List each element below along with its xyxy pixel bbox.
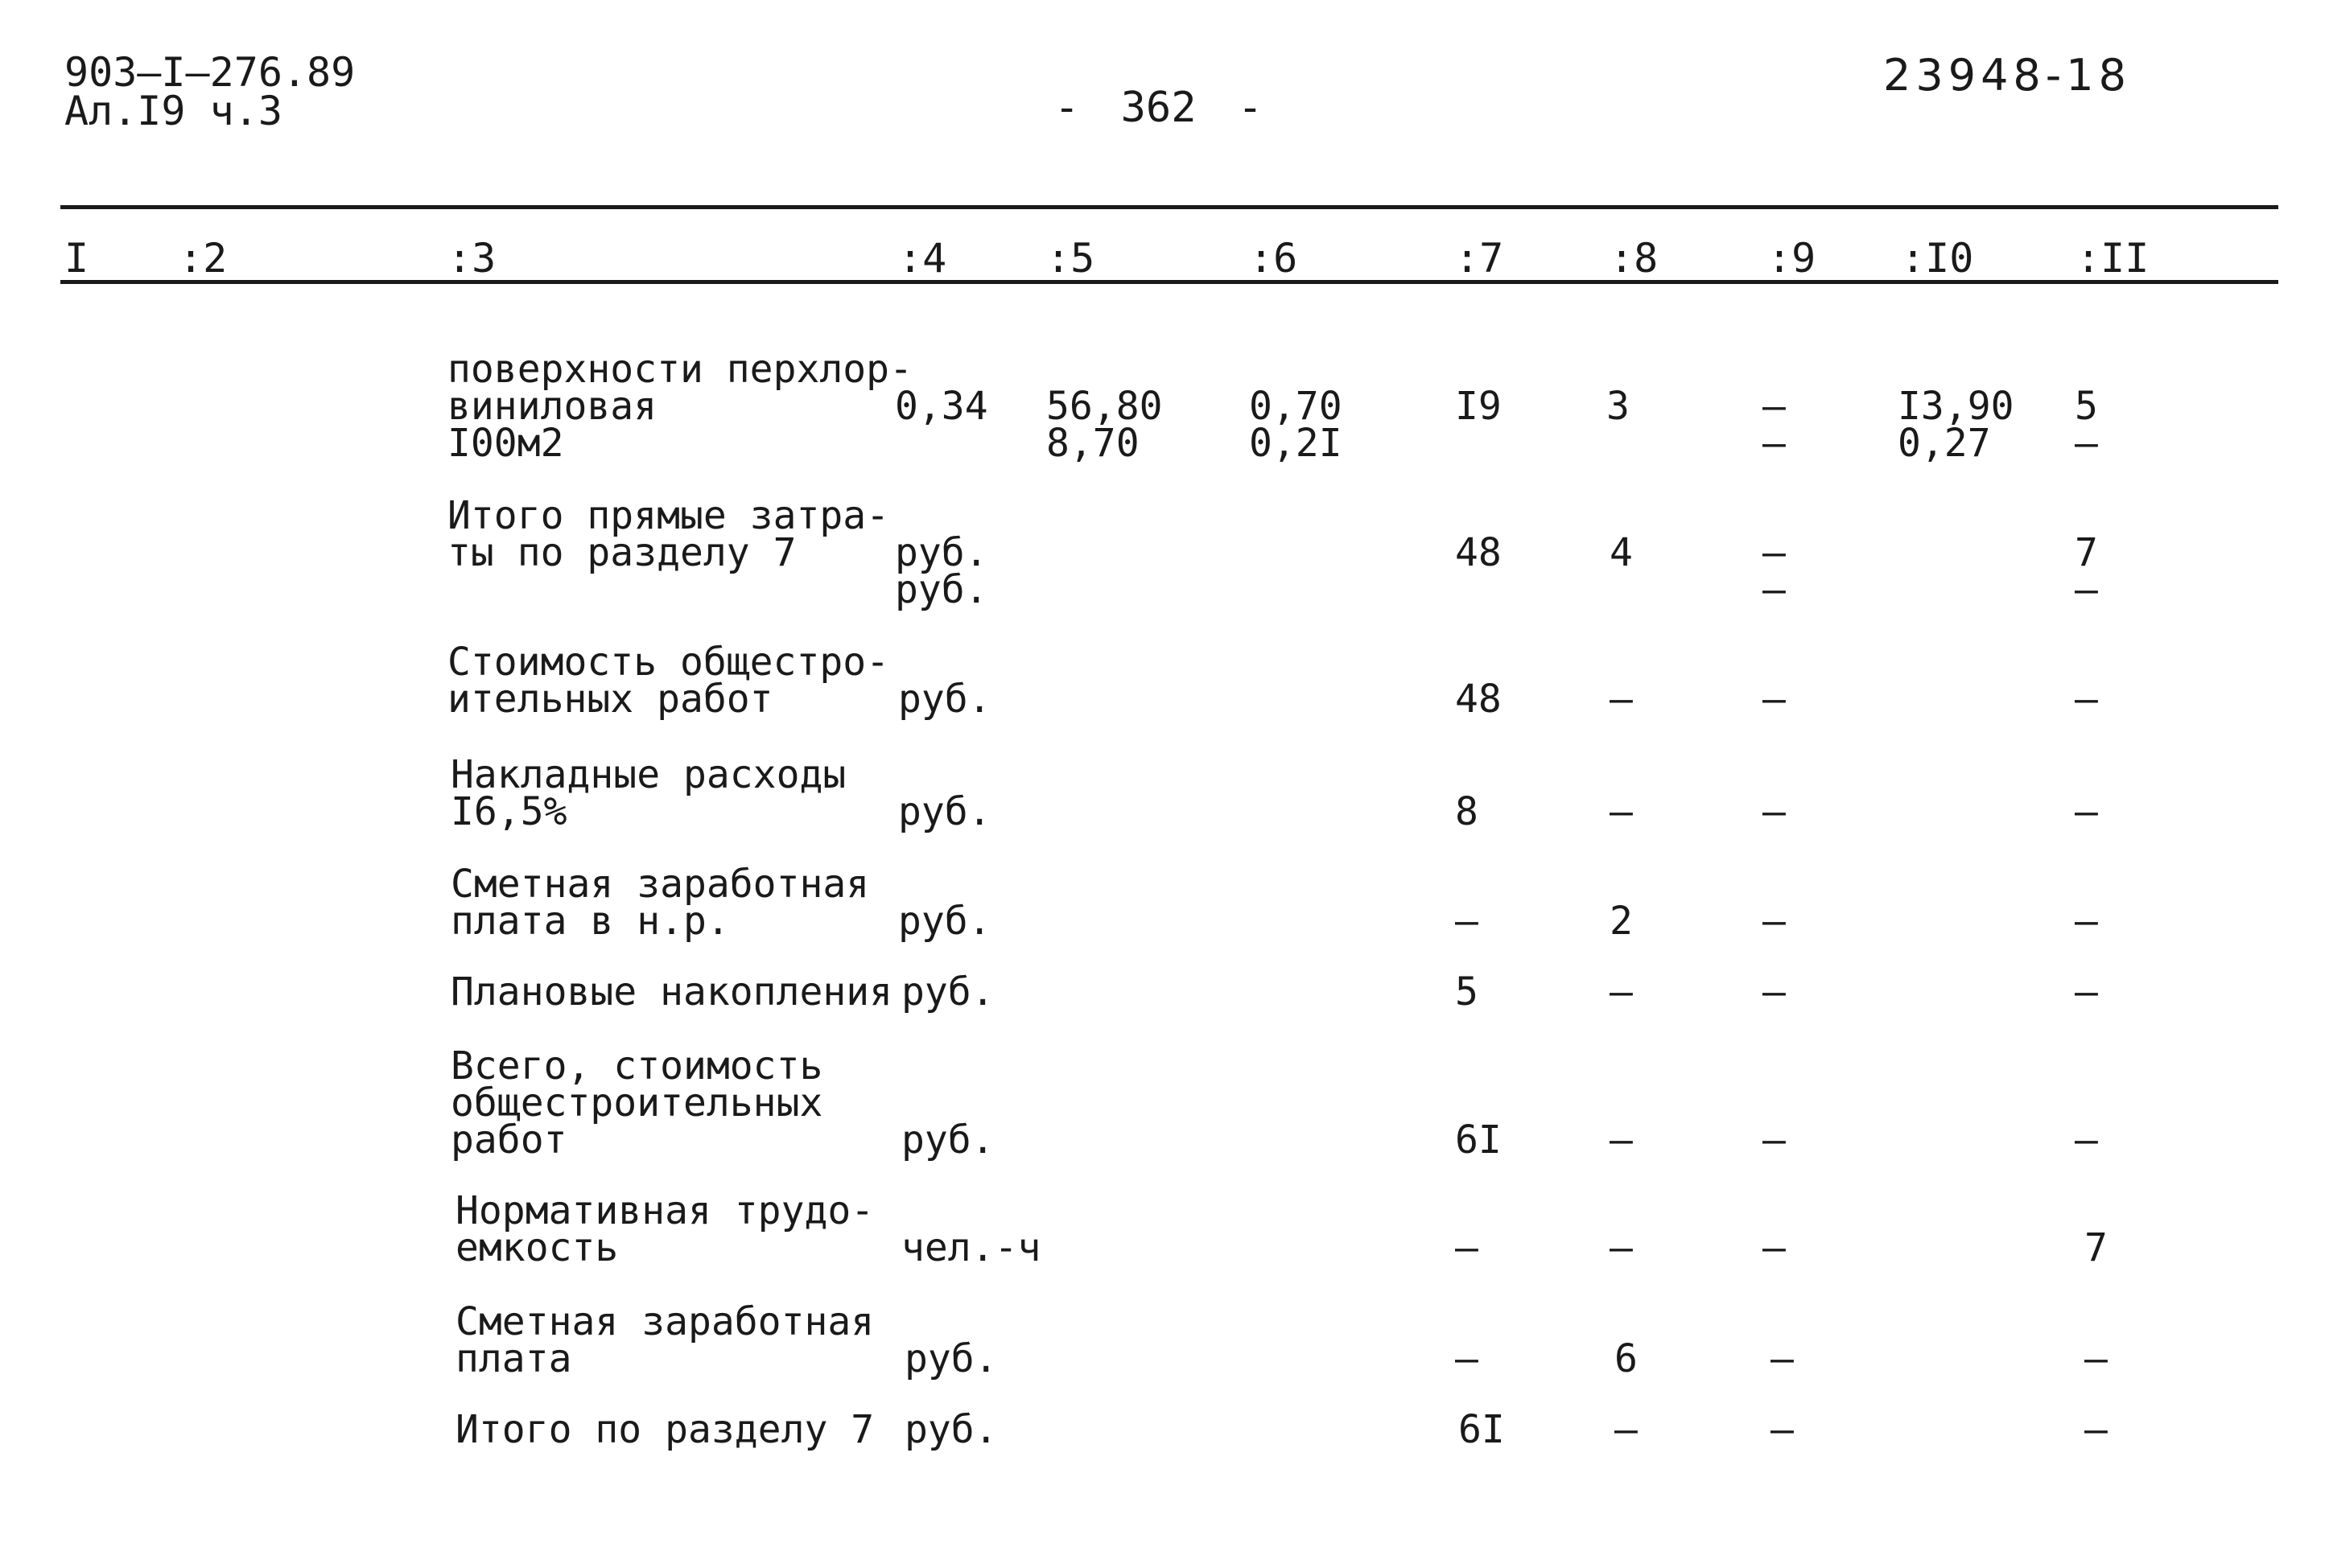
row-unit: руб. [898, 789, 991, 834]
row-col11: – [2075, 1117, 2098, 1163]
row-col8: 2 [1610, 899, 1633, 944]
row-col11: – [2075, 677, 2098, 722]
row-col5: 56,80 8,70 [1046, 384, 1163, 466]
row-col11: 7 [2084, 1225, 2108, 1270]
table-top-rule [60, 205, 2278, 209]
col-header-6: :6 [1249, 235, 1298, 282]
row-description: Сметная заработная плата [455, 1299, 875, 1381]
row-col8: 6 [1614, 1336, 1638, 1381]
row-col11: 5 – [2075, 384, 2098, 466]
row-col7: – [1455, 899, 1478, 944]
row-col6: 0,70 0,2I [1249, 384, 1342, 466]
registration-stamp: 23948-18 [1883, 50, 2131, 101]
page-number: - 362 - [1054, 84, 1263, 132]
row-unit: руб. [905, 1407, 998, 1452]
row-unit: 0,34 [895, 384, 988, 429]
row-col8: – [1610, 969, 1633, 1014]
col-header-9: :9 [1767, 235, 1816, 282]
row-col11: – [2075, 969, 2098, 1014]
row-col8: 3 [1606, 384, 1630, 429]
row-col9: – – [1762, 530, 1786, 612]
col-header-10: :I0 [1901, 235, 1974, 282]
row-unit: руб. [901, 969, 995, 1014]
row-description: поверхности перхлор- виниловая I00м2 [447, 347, 913, 466]
row-col9: – [1762, 789, 1786, 834]
row-col7: I9 [1455, 384, 1502, 429]
col-header-2: :2 [179, 235, 228, 282]
row-description: Сметная заработная плата в н.р. [451, 862, 870, 944]
row-description: Стоимость общестро- ительных работ [447, 640, 890, 722]
col-header-3: :3 [447, 235, 497, 282]
col-header-11: :II [2076, 235, 2150, 282]
row-col11: – [2084, 1336, 2108, 1381]
row-unit: руб. [898, 899, 991, 944]
col-header-8: :8 [1610, 235, 1659, 282]
row-description: Нормативная трудо- емкость [455, 1188, 875, 1270]
row-col7: 6I [1455, 1117, 1502, 1163]
row-description: Всего, стоимость общестроительных работ [451, 1043, 823, 1163]
row-description: Итого по разделу 7 [455, 1407, 875, 1452]
row-col7: 48 [1455, 677, 1502, 722]
row-unit: руб. руб. [895, 530, 988, 612]
document-code: 903–I–276.89 [64, 49, 356, 96]
row-unit: руб. [898, 677, 991, 722]
row-col11: – [2084, 1407, 2108, 1452]
row-col7: – [1455, 1225, 1478, 1270]
col-header-4: :4 [898, 235, 947, 282]
row-col7: 5 [1455, 969, 1478, 1014]
row-col8: – [1614, 1407, 1638, 1452]
row-unit: руб. [901, 1117, 995, 1163]
row-col9: – [1762, 969, 1786, 1014]
col-header-5: :5 [1046, 235, 1095, 282]
row-col7: 8 [1455, 789, 1478, 834]
row-col10: I3,90 0,27 [1898, 384, 2014, 466]
row-unit: руб. [905, 1336, 998, 1381]
album-part: Ал.I9 ч.3 [64, 88, 282, 134]
row-col9: – [1770, 1407, 1794, 1452]
row-col11: 7 – [2075, 530, 2098, 612]
row-col9: – [1770, 1336, 1794, 1381]
row-col7: 48 [1455, 530, 1502, 575]
row-unit: чел.-ч [901, 1225, 1041, 1270]
row-col11: – [2075, 899, 2098, 944]
row-col7: – [1455, 1336, 1478, 1381]
row-description: Итого прямые затра- ты по разделу 7 [447, 493, 890, 575]
col-header-1: I [64, 235, 89, 282]
row-col9: – [1762, 899, 1786, 944]
row-col11: – [2075, 789, 2098, 834]
row-col9: – [1762, 677, 1786, 722]
row-col8: – [1610, 1225, 1633, 1270]
row-description: Плановые накопления [451, 969, 893, 1014]
row-col7: 6I [1458, 1407, 1505, 1452]
row-col9: – [1762, 1225, 1786, 1270]
row-col8: – [1610, 789, 1633, 834]
row-col8: 4 [1610, 530, 1633, 575]
row-col8: – [1610, 1117, 1633, 1163]
row-description: Накладные расходы I6,5% [451, 752, 847, 834]
row-col9: – – [1762, 384, 1786, 466]
row-col9: – [1762, 1117, 1786, 1163]
col-header-7: :7 [1455, 235, 1504, 282]
row-col8: – [1610, 677, 1633, 722]
